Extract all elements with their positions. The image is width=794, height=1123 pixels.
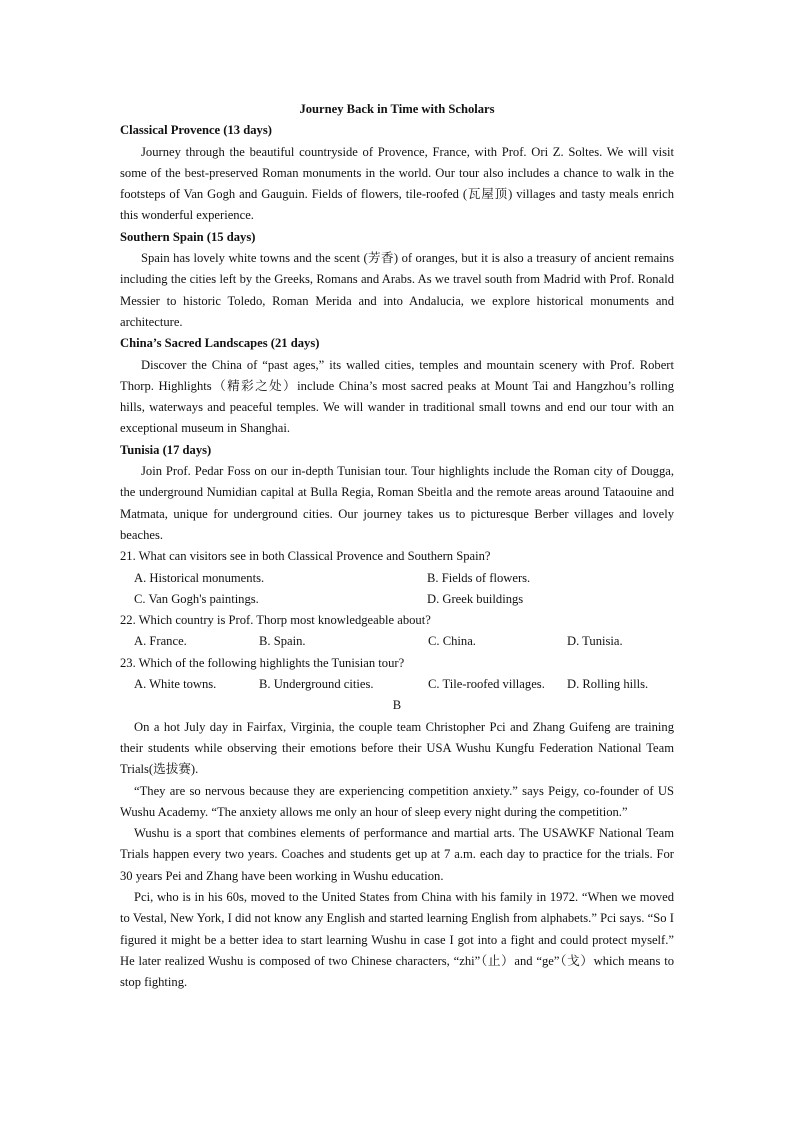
question-21 [120,546,674,610]
passage-b-paragraph: On a hot July day in Fairfax, Virginia, the couple team Christopher Pci and Zhang Guifeng are training their students while observing their emotions before their USA Wushu Kungfu Federation National Team Trials(选拔赛). [120,719,674,777]
option-a: A. Historical monuments. [134,570,265,585]
tour-description: Join Prof. Pedar Foss on our in-depth Tunisian tour. Tour highlights include the Roman city of Dougga, the underground Numidian capital at Bulla Regia, Roman Sbeitla and the remote areas around Tataouine and Matmata, unique for underground cities. Our journey takes us to picturesque Berber villages and lovely beaches. [120,464,674,542]
tour-heading: China’s Sacred Landscapes (21 days) [120,336,320,351]
tour-heading: Southern Spain (15 days) [120,229,256,244]
tour-description: Discover the China of “past ages,” its walled cities, temples and mountain scenery with Prof. Robert Thorp. Highlights（精彩之处）include China’s most sacred peaks at Mount Tai and Hangzhou’s rolling hills, waterways and peaceful temples. We will wander in traditional small towns and end our tour with an exceptional museum in Shanghai. [120,357,674,436]
question-23 [120,653,674,696]
passage-title: Journey Back in Time with Scholars [299,102,495,116]
option-d: D. Greek buildings [427,591,524,606]
option-a: A. France. [134,634,187,649]
option-a: A. White towns. [134,677,217,692]
option-c: C. China. [428,634,476,649]
options-row [120,631,674,652]
tour-description: Journey through the beautiful countryside of Provence, France, with Prof. Ori Z. Soltes. We will visit some of the best-preserved Roman monuments in the world. Our tour also includes a chance to walk in the footsteps of Van Gogh and Gauguin. Fields of flowers, tile-roofed (瓦屋顶) villages and tasty meals enrich this wonderful experience. [120,144,674,223]
option-d: D. Rolling hills. [567,677,649,692]
tour-spain [120,227,674,333]
tour-heading: Tunisia (17 days) [120,442,212,457]
tour-description: Spain has lovely white towns and the scent (芳香) of oranges, but it is also a treasury of ancient remains including the cities left by the Greeks, Romans and Arabs. As we travel south from Madrid with Prof. Ronald Messier to historic Toledo, Roman Merida and into Andalucia, we explore historical monuments and architecture. [120,251,674,329]
passage-b-paragraph: “They are so nervous because they are experiencing competition anxiety.” says Peigy, co-founder of US Wushu Academy. “The anxiety allows me only an hour of sleep every night during the competition.” [120,783,674,819]
question-stem: 21. What can visitors see in both Classical Provence and Southern Spain? [120,549,491,564]
option-d: D. Tunisia. [567,634,623,649]
section-b-label: B [392,698,402,713]
option-c: C. Van Gogh's paintings. [134,591,259,606]
tour-heading: Classical Provence (13 days) [120,123,272,138]
tour-provence [120,120,674,226]
tour-china [120,333,674,439]
passage-b-paragraph: Pci, who is in his 60s, moved to the United States from China with his family in 1972. “When we moved to Vestal, New York, I did not know any English and started learning English from alphabets.” Pci says. “So I figured it might be a better idea to start learning Wushu in case I got into a fight and could protect myself.” He later realized Wushu is composed of two Chinese characters, “zhi”（止）and “ge”（戈）which means to stop fighting. [120,889,674,990]
option-b: B. Spain. [259,634,306,649]
option-c: C. Tile-roofed villages. [428,677,545,692]
document-content [120,99,674,993]
question-22 [120,610,674,653]
question-stem: 22. Which country is Prof. Thorp most knowledgeable about? [120,613,431,628]
question-stem: 23. Which of the following highlights the Tunisian tour? [120,655,405,670]
options-row [120,674,674,695]
option-b: B. Fields of flowers. [427,570,531,585]
tour-tunisia [120,440,674,546]
options-row [120,568,674,589]
passage-b-paragraph: Wushu is a sport that combines elements of performance and martial arts. The USAWKF National Team Trials happen every two years. Coaches and students get up at 7 a.m. each day to practice for the trials. For 30 years Pei and Zhang have been working in Wushu education. [120,826,674,883]
options-row [120,589,674,610]
option-b: B. Underground cities. [259,677,374,692]
